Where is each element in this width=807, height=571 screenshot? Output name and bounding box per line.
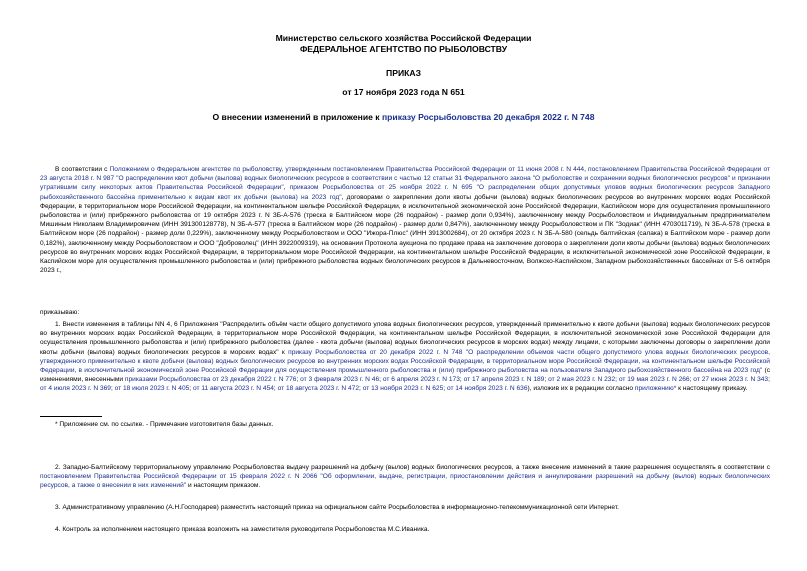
link-order-266[interactable]: от 19 мая 2023 г. N 266 [618,376,690,384]
link-order-636[interactable]: от 14 ноября 2023 г. N 636 [446,385,528,393]
link-order-46[interactable]: от 3 февраля 2023 г. N 46 [300,376,380,384]
doc-title-link[interactable]: приказу Росрыболовства 20 декабря 2022 г. N 748 [381,112,595,122]
link-order-369[interactable]: от 4 июля 2023 г. N 369 [40,385,111,393]
doc-type: ПРИКАЗ [386,68,421,78]
link-decree-987[interactable]: постановлением Правительства Российской Федерации от 23 августа 2018 г. N 987 "О распределении квот добычи (вылова) водных биологических ресурсов в соответствии с частью 12 статьи 31 Федерального закона "О рыболовстве и сохранении водных биологических ресурсов" и признании утратившим силу некоторых актов Правительства Российской Федерации" [40,166,771,192]
link-decree-2066[interactable]: постановлением Правительства Российской Федерации от 15 февраля 2022 г. N 2066 "Об оформлении, выдаче, регистрации, приостановлении действия и аннулировании разрешений на добычу (вылов) водных биологических ресурсов, а также о внесении в них изменений" [40,473,770,490]
link-order-625[interactable]: от 13 ноября 2023 г. N 625 [362,385,444,393]
link-order-173[interactable]: от 6 апреля 2023 г. N 173 [382,376,460,384]
intro-paragraph [40,165,770,275]
item-4-paragraph [40,525,770,534]
item-3-text: 3. Административному управлению (А.Н.Господарев) разместить настоящий приказ на официальном сайте Росрыболовства в информационно-телекоммуникационной сети Интернет. [55,504,619,511]
prikazyvayu-label: приказываю: [40,309,80,316]
link-order-232[interactable]: от 2 мая 2023 г. N 232 [548,376,616,384]
item-2-text: и настоящим приказом. [186,482,261,490]
doc-title [0,112,807,123]
link-regulation-444[interactable]: Положением о Федеральном агентстве по рыболовству, утвержденным постановлением Правительства Российской Федерации от 11 июня 2008 г. N 444 [109,166,585,173]
intro-text: , [283,184,290,192]
intro-text: В соответствии с [55,166,110,173]
agency-name: ФЕДЕРАЛЬНОЕ АГЕНТСТВО ПО РЫБОЛОВСТВУ [299,44,508,54]
footnote: * Приложение см. по ссылке. - Примечание изготовителя базы данных. [55,421,274,428]
item-1-text: (с изменениями, внесенными [40,367,770,384]
item-1-paragraph: 1. Внести изменения в таблицы NN 4, 6 Приложения "Распределить объём части общего допустимого улова водных биологических ресурсов, утвержденный применительно к квоте добычи (вылова) водных биологических ресурсов во внутренних морских водах Российской Федерации, в территориальном море Российской Федерации, на континентальном шельфе Российской Федерации, в исключительной экономической зоне Российской Федерации для осуществления промышленного рыболовства и (или) прибрежного рыболовства (далее - квота добычи (вылова) водных биологических ресурсов в морских водах) между лицами, с которыми заключены договоры о закреплении доли квоты добычи (вылова) водных биологических ресурсов в морских водах" к приказу Росрыболовства от 20 декабря 2022 г. N 748 "О распределении объемов части общего допустимого улова водных биологических ресурсов, утвержденного применительно к квоте добычи (вылова) водных биологических ресурсов во внутренних морских водах Российской Федерации, в территориальном море Российской Федерации, на континентальном шельфе Российской Федерации, в исключительной экономической зоне Российской Федерации для осуществления промышленного рыболовства и (или) прибрежного рыболовства на пользователя Западного рыбохозяйственного бассейна на 2023 год" (с изменениями, внесенными приказами Росрыболовства от 23 декабря 2022 г. N 776; от 3 февраля 2023 г. N 46; от 6 апреля 2023 г. N 173; от 17 апреля 2023 г. N 189; от 2 мая 2023 г. N 232; от 19 мая 2023 г. N 266; от 27 июня 2023 г. N 343; от 4 июля 2023 г. N 369; от 18 июля 2023 г. N 405; от 11 августа 2023 г. N 454; от 18 августа 2023 г. N 472; от 13 ноября 2023 г. N 625; от 14 ноября 2023 г. N 636), изложив их в редакции согласно приложению* к настоящему приказу. [40,321,770,393]
ministry-name: Министерство сельского хозяйства Российской Федерации [275,33,532,43]
item-4-text: 4. Контроль за исполнением настоящего приказа возложить на заместителя руководителя Росрыболовства М.С.Иваника. [55,526,430,533]
link-order-472[interactable]: от 18 августа 2023 г. N 472 [277,385,360,393]
link-appendix[interactable]: приложению* [634,385,677,393]
doc-date-number: от 17 ноября 2023 года N 651 [342,87,465,97]
link-order-695[interactable]: приказом Росрыболовства от 25 ноября 2022 г. N 695 "О распределении общих допустимых уловов водных биологических ресурсов Западного рыбохозяйственного бассейна применительно к видам квот их добычи (вылова) на 2023 год" [40,184,771,201]
item-1-text: 1. Внести изменения в таблицы NN 4, 6 Приложения "Распределить объём части общего допустимого улова водных биологических ресурсов, утвержденный применительно к квоте добычи (вылова) водных биологических ресурсов во внутренних морских водах Российской Федерации, в территориальном море Российской Федерации, на континентальном шельфе Российской Федерации, в исключительной экономической зоне Российской Федерации для осуществления промышленного рыболовства и (или) прибрежного рыболовства (далее - квота добычи (вылова) водных биологических ресурсов в морских водах) между лицами, с которыми заключены договоры о закреплении доли квоты добычи (вылова) водных биологических ресурсов в морских водах" к [40,321,770,356]
footnote-divider [40,416,102,417]
link-order-748[interactable]: приказу Росрыболовства от 20 декабря 2022 г. N 748 "О распределении объемов части общего допустимого улова водных биологических ресурсов, утвержденного применительно к квоте добычи (вылова) водных биологических ресурсов во внутренних морских водах Российской Федерации, в территориальном море Российской Федерации, на континентальном шельфе Российской Федерации, в исключительной экономической зоне Российской Федерации для осуществления промышленного рыболовства и (или) прибрежного рыболовства на пользователя Западного рыбохозяйственного бассейна на 2023 год" [40,348,770,375]
link-order-776[interactable]: приказами Росрыболовства от 23 декабря 2022 г. N 776 [124,376,297,384]
intro-text: , договорами о закреплении доли квоты добычи (вылова) водных биологических ресурсов во внутренних морских водах Российской Федерации, в территориальном море Российской Федерации, на континентальном шельфе Российской Федерации, в исключительной экономической зоне Российской Федерации, Каспийском море для осуществления промышленного рыболовства и (или) прибрежного рыболовства от 19 октября 2023 г. N ЗБ-А-576 (треска в Балтийском море (26 подрайон) - размер доли 0,934%), заключенному между Росрыболовством и Индивидуальным предпринимателем Мишиным Николаем Владимировичем (ИНН 391300128778), N ЗБ-А-577 (треска в Балтийском море (26 подрайон) - размер доли 0,847%), заключенному между Росрыболовством и ПК "Зодиак" (ИНН 4703011719), N ЗБ-А-578 (треска в Балтийском море (26 подрайон) - размер доли 0,229%), заключенному между Росрыболовством и ООО "Ижора-Плюс" (ИНН 3913002684), от 20 октября 2023 г. N ЗБ-А-580 (сельдь балтийская (салака) в Балтийском море - размер доли 0,182%), заключенному между Росрыболовством и ООО "Доброволец" (ИНН 3922009319), на основании Протокола аукциона по продаже права на заключение договора о закреплении доли квоты добычи (вылова) водных биологических ресурсов во внутренних морских водах Российской Федерации, в территориальном море Российской Федерации, на континентальном шельфе Российской Федерации, в исключительной экономической зоне Российской Федерации, в Каспийском море для осуществления промышленного рыболовства и (или) прибрежного рыболовства водных биологических ресурсов в Дальневосточном, Волжско-Каспийском, Западном рыбохозяйственных бассейнах от 5-6 октября 2023 г., [40,193,770,275]
item-2-text: 2. Западно-Балтийскому территориальному управлению Росрыболовства выдачу разрешений на добычу (вылов) водных биологических ресурсов, а также внесение изменений в такие разрешения осуществлять в соответствии с [55,464,770,471]
item-2-paragraph [40,463,770,491]
doc-title-text: О внесении изменений в приложение к [212,112,382,122]
link-order-405[interactable]: от 18 июля 2023 г. N 405 [114,385,190,393]
link-order-454[interactable]: от 11 августа 2023 г. N 454 [192,385,274,393]
intro-text: , [584,166,589,173]
link-order-343[interactable]: от 27 июня 2023 г. N 343 [693,376,769,384]
link-order-189[interactable]: от 17 апреля 2023 г. N 189 [463,376,545,384]
item-3-paragraph [40,503,770,512]
